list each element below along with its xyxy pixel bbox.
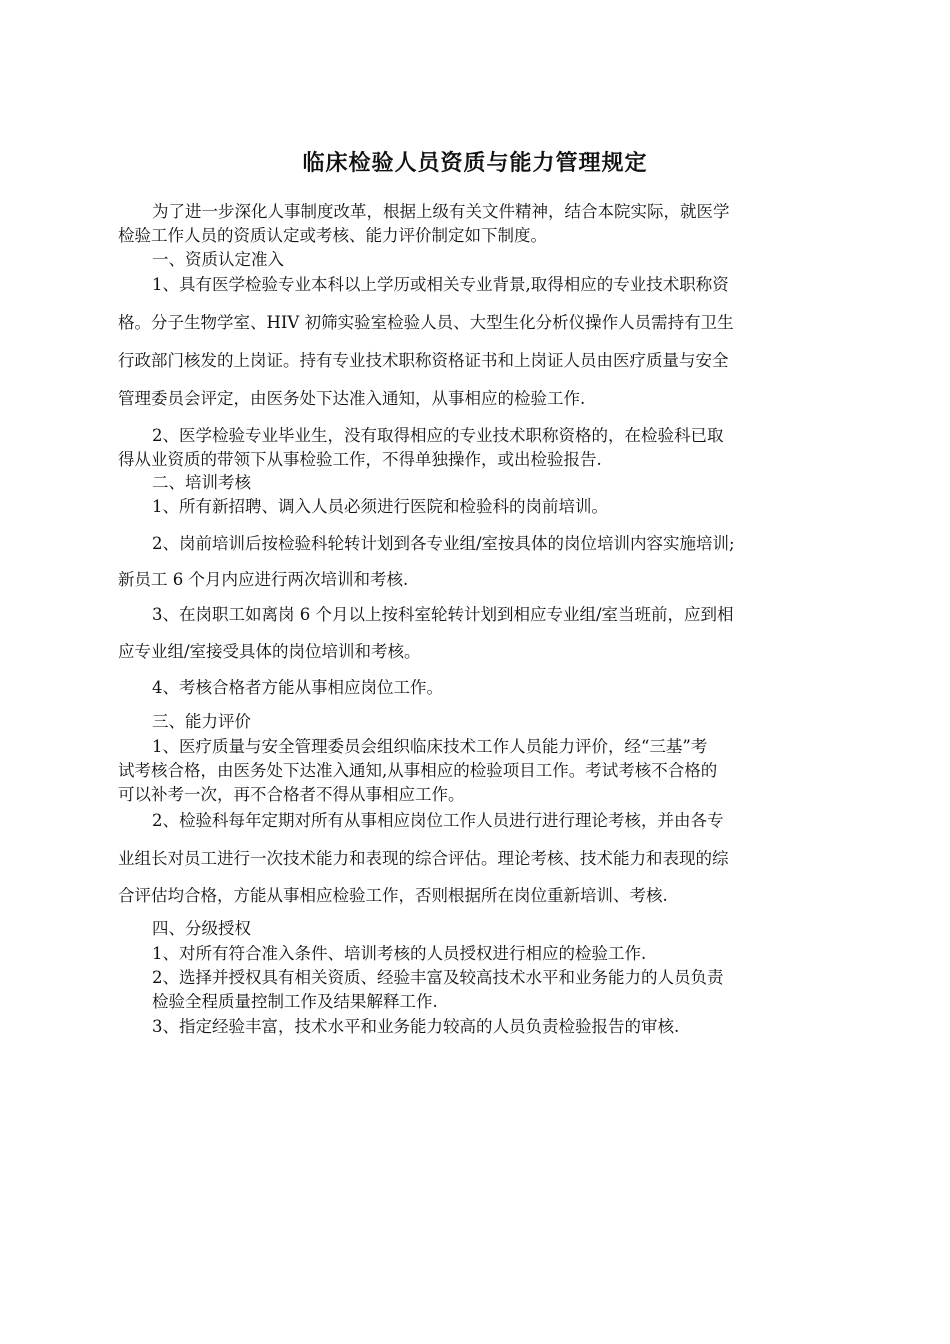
paragraph-line: 2、岗前培训后按检验科轮转计划到各专业组/室按具体的岗位培训内容实施培训; [152, 534, 735, 553]
paragraph-line: 业组长对员工进行一次技术能力和表现的综合评估。理论考核、技术能力和表现的综 [118, 849, 729, 868]
section-heading-4: 四、分级授权 [152, 919, 251, 938]
paragraph-line: 合评估均合格，方能从事相应检验工作，否则根据所在岗位重新培训、考核. [118, 886, 668, 905]
section-heading-1: 一、资质认定准入 [152, 250, 284, 269]
paragraph-line: 1、医疗质量与安全管理委员会组织临床技术工作人员能力评价，经“三基”考 [152, 737, 708, 756]
paragraph-line: 格。分子生物学室、HIV 初筛实验室检验人员、大型生化分析仪操作人员需持有卫生 [118, 313, 734, 332]
paragraph-line: 2、医学检验专业毕业生，没有取得相应的专业技术职称资格的，在检验科已取 [152, 426, 724, 445]
paragraph-line: 3、指定经验丰富，技术水平和业务能力较高的人员负责检验报告的审核. [152, 1017, 680, 1036]
paragraph-line: 应专业组/室接受具体的岗位培训和考核。 [118, 642, 421, 661]
paragraph-line: 试考核合格，由医务处下达准入通知,从事相应的检验项目工作。考试考核不合格的 [118, 761, 718, 780]
paragraph-line: 4、考核合格者方能从事相应岗位工作。 [152, 678, 443, 697]
paragraph-line: 1、对所有符合准入条件、培训考核的人员授权进行相应的检验工作. [152, 944, 647, 963]
intro-line-2: 检验工作人员的资质认定或考核、能力评价制定如下制度。 [118, 226, 547, 245]
paragraph-line: 可以补考一次，再不合格者不得从事相应工作。 [118, 785, 465, 804]
paragraph-line: 1、具有医学检验专业本科以上学历或相关专业背景,取得相应的专业技术职称资 [152, 275, 729, 294]
paragraph-line: 管理委员会评定，由医务处下达准入通知，从事相应的检验工作. [118, 389, 586, 408]
page-title: 临床检验人员资质与能力管理规定 [302, 151, 648, 176]
paragraph-line: 得从业资质的带领下从事检验工作，不得单独操作，或出检验报告. [118, 450, 602, 469]
paragraph-line: 新员工 6 个月内应进行两次培训和考核. [118, 570, 409, 589]
paragraph-line: 2、选择并授权具有相关资质、经验丰富及较高技术水平和业务能力的人员负责 [152, 968, 724, 987]
paragraph-line: 1、所有新招聘、调入人员必须进行医院和检验科的岗前培训。 [152, 497, 608, 516]
section-heading-3: 三、能力评价 [152, 712, 251, 731]
intro-line-1: 为了进一步深化人事制度改革，根据上级有关文件精神，结合本院实际，就医学 [152, 202, 730, 221]
section-heading-2: 二、培训考核 [152, 473, 251, 492]
paragraph-line: 2、检验科每年定期对所有从事相应岗位工作人员进行进行理论考核，并由各专 [152, 811, 724, 830]
paragraph-line: 检验全程质量控制工作及结果解释工作. [152, 992, 438, 1011]
paragraph-line: 3、在岗职工如离岗 6 个月以上按科室轮转计划到相应专业组/室当班前，应到相 [152, 605, 734, 624]
paragraph-line: 行政部门核发的上岗证。持有专业技术职称资格证书和上岗证人员由医疗质量与安全 [118, 351, 729, 370]
